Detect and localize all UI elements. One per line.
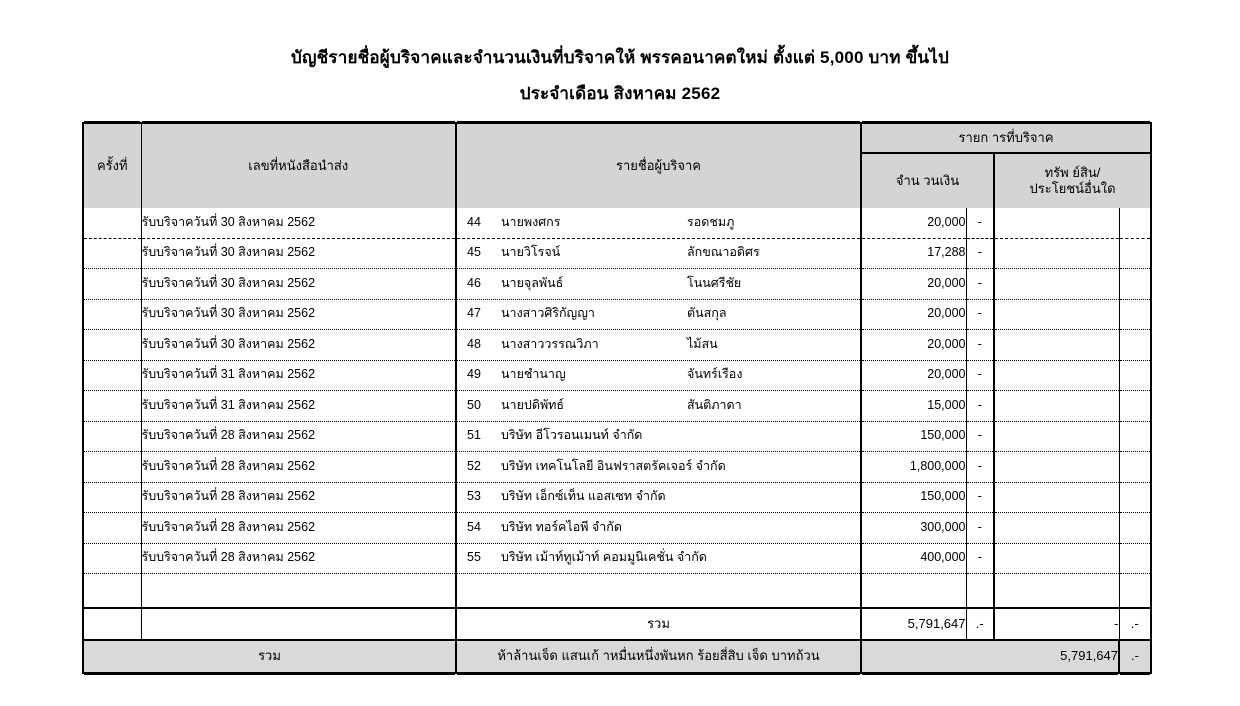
cell-asset-decimal	[1119, 330, 1151, 361]
header-asset-line2: ประโยชน์อื่นใด	[1029, 181, 1116, 196]
page-title: บัญชีรายชื่อผู้บริจาคและจำนวนเงินที่บริจาคให้ พรรคอนาคตใหม่ ตั้งแต่ 5,000 บาท ขึ้นไป	[291, 48, 949, 67]
subtotal-times	[83, 608, 141, 640]
header-donor-name: รายชื่อผู้บริจาค	[456, 123, 861, 208]
cell-asset-decimal	[1119, 299, 1151, 330]
cell-asset	[994, 269, 1119, 300]
donation-table-wrapper	[82, 122, 1150, 674]
spacer-times	[83, 574, 141, 609]
cell-donor	[456, 421, 861, 452]
table-row	[83, 330, 1151, 361]
cell-donor	[456, 452, 861, 483]
cell-letter-no: รับบริจาควันที่ 30 สิงหาคม 2562	[141, 299, 456, 330]
cell-times	[83, 208, 141, 238]
donor-cell	[457, 544, 860, 574]
cell-times	[83, 452, 141, 483]
donor-last-name: รอดชมภู	[687, 214, 735, 229]
cell-donor	[456, 391, 861, 422]
donor-last-name: ไม้สน	[687, 336, 718, 351]
donor-cell	[457, 208, 860, 238]
donor-index: 46	[467, 275, 481, 290]
cell-amount: 20,000	[861, 360, 966, 391]
cell-amount-decimal: -	[966, 208, 994, 238]
cell-letter-no: รับบริจาควันที่ 28 สิงหาคม 2562	[141, 452, 456, 483]
grand-total-words: ห้าล้านเจ็ด แสนเก้ าหมื่นหนึ่งพันหก ร้อยสี่สิบ เจ็ด บาทถ้วน	[456, 640, 861, 673]
spacer-amount	[861, 574, 966, 609]
donor-last-name: ตันสกุล	[687, 306, 727, 321]
donor-index: 45	[467, 245, 481, 260]
donor-first-name: นางสาววรรณวิภา	[501, 336, 599, 351]
donor-organization: บริษัท เม้าท์ทูเม้าท์ คอมมูนิเคชั่น จำกัด	[501, 550, 707, 565]
subtotal-asset: -	[994, 608, 1119, 640]
header-donation-group: รายก ารที่บริจาค	[861, 123, 1151, 153]
subtotal-letter	[141, 608, 456, 640]
cell-times	[83, 513, 141, 544]
cell-asset-decimal	[1119, 513, 1151, 544]
cell-asset	[994, 330, 1119, 361]
cell-asset-decimal	[1119, 543, 1151, 574]
cell-asset	[994, 452, 1119, 483]
table-row	[83, 543, 1151, 574]
donor-index: 50	[467, 397, 481, 412]
cell-amount: 300,000	[861, 513, 966, 544]
cell-times	[83, 299, 141, 330]
spacer-amount-dec	[966, 574, 994, 609]
cell-asset-decimal	[1119, 391, 1151, 422]
cell-donor	[456, 299, 861, 330]
cell-asset	[994, 208, 1119, 238]
header-asset	[994, 153, 1151, 208]
page-subtitle: ประจำเดือน สิงหาคม 2562	[519, 84, 721, 103]
cell-times	[83, 482, 141, 513]
donor-index: 49	[467, 367, 481, 382]
spacer-letter	[141, 574, 456, 609]
spacer-asset	[994, 574, 1119, 609]
header-asset-line1: ทรัพ ย์สิน/	[1044, 164, 1101, 180]
cell-amount: 20,000	[861, 330, 966, 361]
cell-donor	[456, 330, 861, 361]
table-row	[83, 299, 1151, 330]
table-row	[83, 269, 1151, 300]
donor-cell	[457, 391, 860, 421]
cell-amount: 400,000	[861, 543, 966, 574]
table-body	[83, 208, 1151, 574]
cell-asset-decimal	[1119, 360, 1151, 391]
table-row	[83, 421, 1151, 452]
donor-last-name: สันติภาดา	[687, 397, 742, 412]
cell-asset	[994, 238, 1119, 269]
cell-asset-decimal	[1119, 208, 1151, 238]
donor-first-name: นางสาวศิริกัญญา	[501, 306, 595, 321]
cell-times	[83, 269, 141, 300]
table-head	[83, 123, 1151, 208]
donor-index: 53	[467, 489, 481, 504]
cell-amount: 17,288	[861, 238, 966, 269]
donor-index: 44	[467, 214, 481, 229]
cell-asset	[994, 482, 1119, 513]
table-row	[83, 452, 1151, 483]
cell-amount: 1,800,000	[861, 452, 966, 483]
donor-first-name: นายวิโรจน์	[501, 245, 561, 260]
table-header-row-top	[83, 123, 1151, 153]
cell-asset	[994, 421, 1119, 452]
cell-asset	[994, 543, 1119, 574]
subtotal-label: รวม	[456, 608, 861, 640]
cell-amount: 20,000	[861, 208, 966, 238]
cell-times	[83, 238, 141, 269]
cell-amount-decimal: -	[966, 391, 994, 422]
donation-table	[82, 122, 1152, 674]
cell-asset	[994, 360, 1119, 391]
cell-donor	[456, 360, 861, 391]
cell-amount-decimal: -	[966, 330, 994, 361]
donor-first-name: นายจุลพันธ์	[501, 275, 564, 290]
cell-times	[83, 330, 141, 361]
cell-letter-no: รับบริจาควันที่ 31 สิงหาคม 2562	[141, 391, 456, 422]
donor-first-name: นายพงศกร	[501, 214, 561, 229]
subtotal-row	[83, 608, 1151, 640]
subtotal-amount: 5,791,647	[861, 608, 966, 640]
cell-letter-no: รับบริจาควันที่ 31 สิงหาคม 2562	[141, 360, 456, 391]
cell-letter-no: รับบริจาควันที่ 30 สิงหาคม 2562	[141, 238, 456, 269]
donor-cell	[457, 513, 860, 543]
donor-cell	[457, 422, 860, 452]
cell-amount: 20,000	[861, 269, 966, 300]
cell-asset-decimal	[1119, 238, 1151, 269]
cell-letter-no: รับบริจาควันที่ 28 สิงหาคม 2562	[141, 543, 456, 574]
donor-cell	[457, 239, 860, 269]
donor-index: 51	[467, 428, 481, 443]
cell-times	[83, 391, 141, 422]
header-amount: จำน วนเงิน	[861, 153, 994, 208]
donor-index: 55	[467, 550, 481, 565]
cell-asset	[994, 513, 1119, 544]
table-row	[83, 391, 1151, 422]
header-times: ครั้งที่	[83, 123, 141, 208]
donor-index: 52	[467, 458, 481, 473]
donor-organization: บริษัท เทคโนโลยี อินฟราสตรัคเจอร์ จำกัด	[501, 458, 726, 473]
donor-last-name: โนนศรีชัย	[687, 275, 742, 290]
table-row	[83, 513, 1151, 544]
cell-donor	[456, 238, 861, 269]
cell-donor	[456, 208, 861, 238]
table-row	[83, 482, 1151, 513]
cell-asset-decimal	[1119, 452, 1151, 483]
cell-donor	[456, 482, 861, 513]
cell-times	[83, 543, 141, 574]
cell-letter-no: รับบริจาควันที่ 28 สิงหาคม 2562	[141, 513, 456, 544]
grand-total-row	[83, 640, 1151, 673]
cell-amount: 150,000	[861, 421, 966, 452]
donor-last-name: จันทร์เรือง	[687, 367, 743, 382]
cell-asset-decimal	[1119, 421, 1151, 452]
cell-asset-decimal	[1119, 269, 1151, 300]
donor-last-name: ลักขณาอดิศร	[687, 245, 760, 260]
donor-organization: บริษัท อีโวรอนเมนท์ จำกัด	[501, 428, 643, 443]
donor-cell	[457, 483, 860, 513]
cell-amount-decimal: -	[966, 360, 994, 391]
donor-cell	[457, 452, 860, 482]
donor-index: 47	[467, 306, 481, 321]
donor-cell	[457, 361, 860, 391]
table-foot	[83, 574, 1151, 674]
cell-amount-decimal: -	[966, 421, 994, 452]
cell-amount-decimal: -	[966, 513, 994, 544]
document-title-block	[0, 46, 1240, 106]
cell-amount: 20,000	[861, 299, 966, 330]
cell-asset-decimal	[1119, 482, 1151, 513]
cell-times	[83, 421, 141, 452]
grand-total-amount: 5,791,647	[861, 640, 1119, 673]
cell-amount-decimal: -	[966, 299, 994, 330]
cell-letter-no: รับบริจาควันที่ 28 สิงหาคม 2562	[141, 421, 456, 452]
table-row	[83, 238, 1151, 269]
grand-total-label: รวม	[83, 640, 456, 673]
grand-total-amount-dec: .-	[1119, 640, 1151, 673]
header-letter-no: เลขที่หนังสือนำส่ง	[141, 123, 456, 208]
donor-first-name: นายชำนาญ	[501, 367, 566, 382]
cell-letter-no: รับบริจาควันที่ 30 สิงหาคม 2562	[141, 208, 456, 238]
cell-amount-decimal: -	[966, 269, 994, 300]
cell-letter-no: รับบริจาควันที่ 30 สิงหาคม 2562	[141, 330, 456, 361]
cell-donor	[456, 269, 861, 300]
table-row	[83, 208, 1151, 238]
cell-letter-no: รับบริจาควันที่ 28 สิงหาคม 2562	[141, 482, 456, 513]
subtotal-asset-dec: .-	[1119, 608, 1151, 640]
cell-amount: 150,000	[861, 482, 966, 513]
cell-letter-no: รับบริจาควันที่ 30 สิงหาคม 2562	[141, 269, 456, 300]
donor-cell	[457, 269, 860, 299]
cell-donor	[456, 513, 861, 544]
subtotal-amount-dec: .-	[966, 608, 994, 640]
cell-asset	[994, 391, 1119, 422]
donor-first-name: นายปดิพัทธ์	[501, 397, 565, 412]
spacer-asset-dec	[1119, 574, 1151, 609]
donor-cell	[457, 300, 860, 330]
donor-index: 54	[467, 519, 481, 534]
cell-amount: 15,000	[861, 391, 966, 422]
cell-amount-decimal: -	[966, 482, 994, 513]
cell-asset	[994, 299, 1119, 330]
donor-index: 48	[467, 336, 481, 351]
table-row	[83, 360, 1151, 391]
cell-amount-decimal: -	[966, 452, 994, 483]
cell-amount-decimal: -	[966, 238, 994, 269]
spacer-donor	[456, 574, 861, 609]
donor-organization: บริษัท ทอร์คไอพี จำกัด	[501, 519, 622, 534]
cell-amount-decimal: -	[966, 543, 994, 574]
donor-cell	[457, 330, 860, 360]
cell-donor	[456, 543, 861, 574]
donor-organization: บริษัท เอ็กซ์เท็น แอสเซท จำกัด	[501, 489, 666, 504]
cell-times	[83, 360, 141, 391]
spacer-row	[83, 574, 1151, 609]
